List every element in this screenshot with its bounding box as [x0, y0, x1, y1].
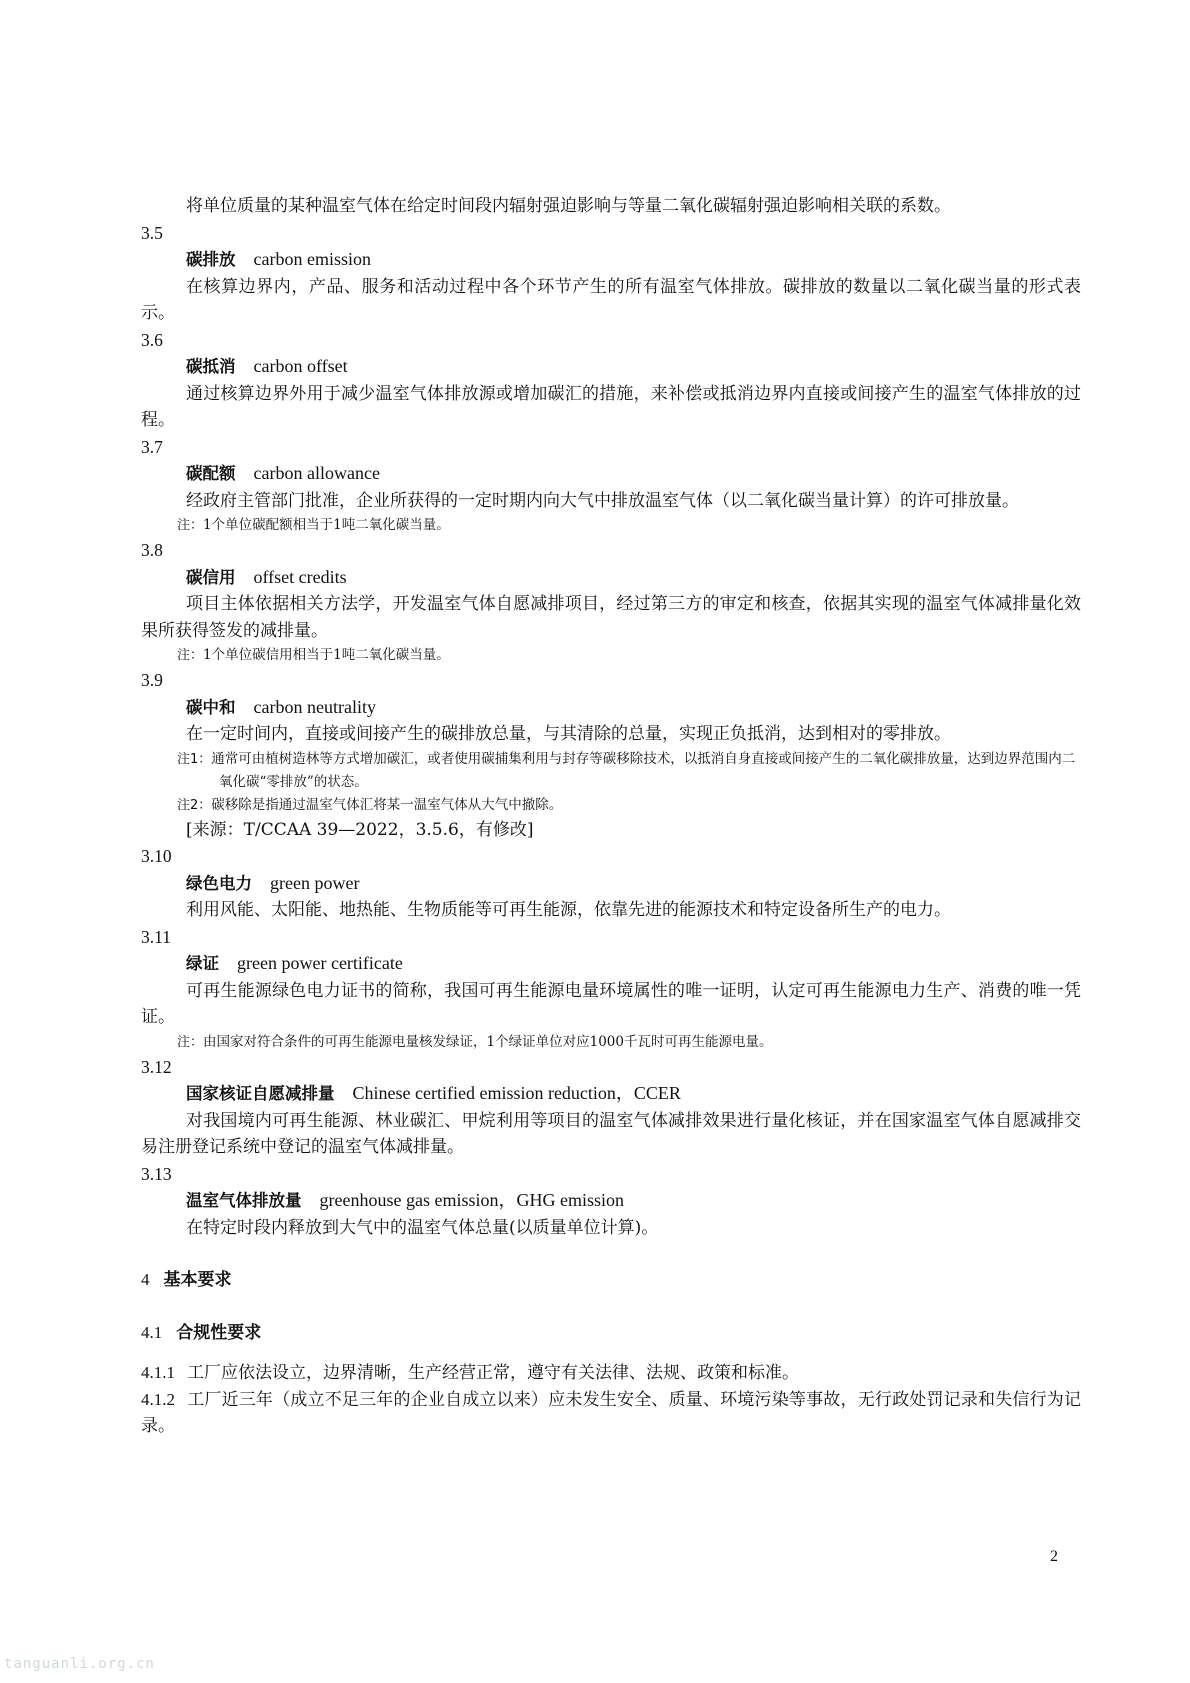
term-zh: 碳信用 [186, 567, 236, 587]
term-definition-3-7: 经政府主管部门批准，企业所获得的一定时期内向大气中排放温室气体（以二氧化碳当量计算）的许可排放量。 [186, 490, 1019, 511]
term-definition-3-6: 通过核算边界外用于减少温室气体排放源或增加碳汇的措施，来补偿或抵消边界内直接或间接产生的温室气体排放的过程。 [141, 383, 1081, 430]
term-note-3-7 [141, 514, 1081, 537]
section-number: 4.1 [141, 1322, 163, 1342]
term-en: offset credits [253, 566, 347, 587]
term-en: carbon emission [253, 249, 371, 269]
term-note-3-11 [141, 1031, 1081, 1054]
section-number: 4 [141, 1270, 150, 1289]
note-text: 碳移除是指通过温室气体汇将某一温室气体从大气中撤除。 [211, 796, 563, 813]
term-heading-3-5 [141, 246, 1081, 274]
clause-number: 4.1.2 [141, 1389, 175, 1409]
note-label: 注2： [177, 797, 212, 813]
note-text: 由国家对符合条件的可再生能源电量核发绿证，1个绿证单位对应1000千瓦时可再生能源电量。 [203, 1033, 773, 1050]
term-heading-3-7 [141, 460, 1081, 488]
term-definition-3-9: 在一定时间内，直接或间接产生的碳排放总量，与其清除的总量，实现正负抵消，达到相对的零排放。 [186, 724, 951, 744]
clause-4-1-1 [141, 1360, 1081, 1387]
term-zh: 绿色电力 [186, 873, 252, 893]
term-definition-3-12: 对我国境内可再生能源、林业碳汇、甲烷利用等项目的温室气体减排效果进行量化核证，并在国家温室气体自愿减排交易注册登记系统中登记的温室气体减排量。 [141, 1110, 1081, 1157]
term-heading-3-13 [141, 1187, 1081, 1215]
term-definition-3-13: 在特定时段内释放到大气中的温室气体总量(以质量单位计算)。 [186, 1217, 659, 1238]
term-definition-3-11: 可再生能源绿色电力证书的简称，我国可再生能源电量环境属性的唯一证明，认定可再生能源电力生产、消费的唯一凭证。 [141, 980, 1081, 1027]
term-number-3-7: 3.7 [141, 436, 163, 457]
note-text: 1个单位碳信用相当于1吨二氧化碳当量。 [203, 647, 450, 663]
note-label: 注： [177, 1034, 204, 1050]
term-en: greenhouse gas emission，GHG emission [319, 1190, 624, 1210]
section-heading-4-1 [141, 1320, 1081, 1347]
term-number-3-10: 3.10 [141, 846, 172, 866]
term-en: carbon allowance [253, 463, 380, 483]
section-title: 合规性要求 [176, 1322, 262, 1343]
term-zh: 温室气体排放量 [186, 1191, 302, 1210]
page-number: 2 [1050, 1548, 1058, 1565]
note-label: 注： [177, 648, 204, 663]
watermark-text: tanguanli.org.cn [4, 1656, 155, 1672]
term-heading-3-12 [141, 1080, 1081, 1108]
term-en: Chinese certified emission reduction，CCER [352, 1083, 681, 1103]
section-heading-4 [141, 1267, 1081, 1294]
term-en: green power certificate [237, 953, 403, 973]
term-definition-3-8: 项目主体依据相关方法学，开发温室气体自愿减排项目，经过第三方的审定和核查，依据其实现的温室气体减排量化效果所获得签发的减排量。 [141, 594, 1081, 641]
term-heading-3-11 [141, 950, 1081, 978]
term-zh: 国家核证自愿减排量 [186, 1084, 335, 1103]
clause-number: 4.1.1 [141, 1363, 175, 1382]
term-note2-3-9 [141, 794, 1081, 817]
clause-text: 工厂应依法设立，边界清晰，生产经营正常，遵守有关法律、法规、政策和标准。 [187, 1363, 799, 1383]
term-heading-3-9 [141, 694, 1081, 722]
note-text: 通常可由植树造林等方式增加碳汇，或者使用碳捕集利用与封存等碳移除技术，以抵消自身直接或间接产生的二氧化碳排放量，达到边界范围内二氧化碳“零排放”的状态。 [211, 750, 1076, 790]
term-note1-3-9 [141, 748, 1081, 794]
clause-4-1-2 [141, 1387, 1081, 1440]
term-en: carbon neutrality [253, 696, 376, 717]
term-zh: 绿证 [186, 954, 219, 973]
note-label: 注： [177, 518, 204, 533]
term-zh: 碳抵消 [186, 357, 236, 376]
term-number-3-9: 3.9 [141, 670, 163, 690]
clause-text: 工厂近三年（成立不足三年的企业自成立以来）应未发生安全、质量、环境污染等事故，无行政处罚记录和失信行为记录。 [141, 1389, 1081, 1436]
term-zh: 碳配额 [186, 464, 236, 483]
term-heading-3-10 [141, 870, 1081, 898]
term-heading-3-8 [141, 564, 1081, 592]
term-en: carbon offset [253, 356, 348, 376]
term-heading-3-6 [141, 353, 1081, 381]
term-zh: 碳中和 [186, 697, 236, 717]
note-label: 注1： [177, 751, 212, 767]
term-source-3-9: [来源：T/CCAA 39—2022，3.5.6，有修改] [186, 819, 534, 840]
note-text: 1个单位碳配额相当于1吨二氧化碳当量。 [203, 517, 450, 533]
term-number-3-6: 3.6 [141, 329, 163, 350]
document-body [141, 193, 1081, 1440]
term-definition-3-10: 利用风能、太阳能、地热能、生物质能等可再生能源，依靠先进的能源技术和特定设备所生产的电力。 [186, 900, 951, 920]
section-title: 基本要求 [163, 1270, 232, 1290]
intro-paragraph: 将单位质量的某种温室气体在给定时间段内辐射强迫影响与等量二氧化碳辐射强迫影响相关联的系数。 [186, 196, 951, 216]
term-number-3-13: 3.13 [141, 1163, 172, 1184]
term-number-3-5: 3.5 [141, 222, 163, 243]
term-number-3-11: 3.11 [141, 926, 171, 947]
term-number-3-12: 3.12 [141, 1056, 172, 1077]
term-zh: 碳排放 [186, 250, 236, 269]
term-en: green power [270, 872, 360, 893]
term-note-3-8 [141, 644, 1081, 667]
term-definition-3-5: 在核算边界内，产品、服务和活动过程中各个环节产生的所有温室气体排放。碳排放的数量以二氧化碳当量的形式表示。 [141, 276, 1081, 323]
term-number-3-8: 3.8 [141, 540, 163, 560]
